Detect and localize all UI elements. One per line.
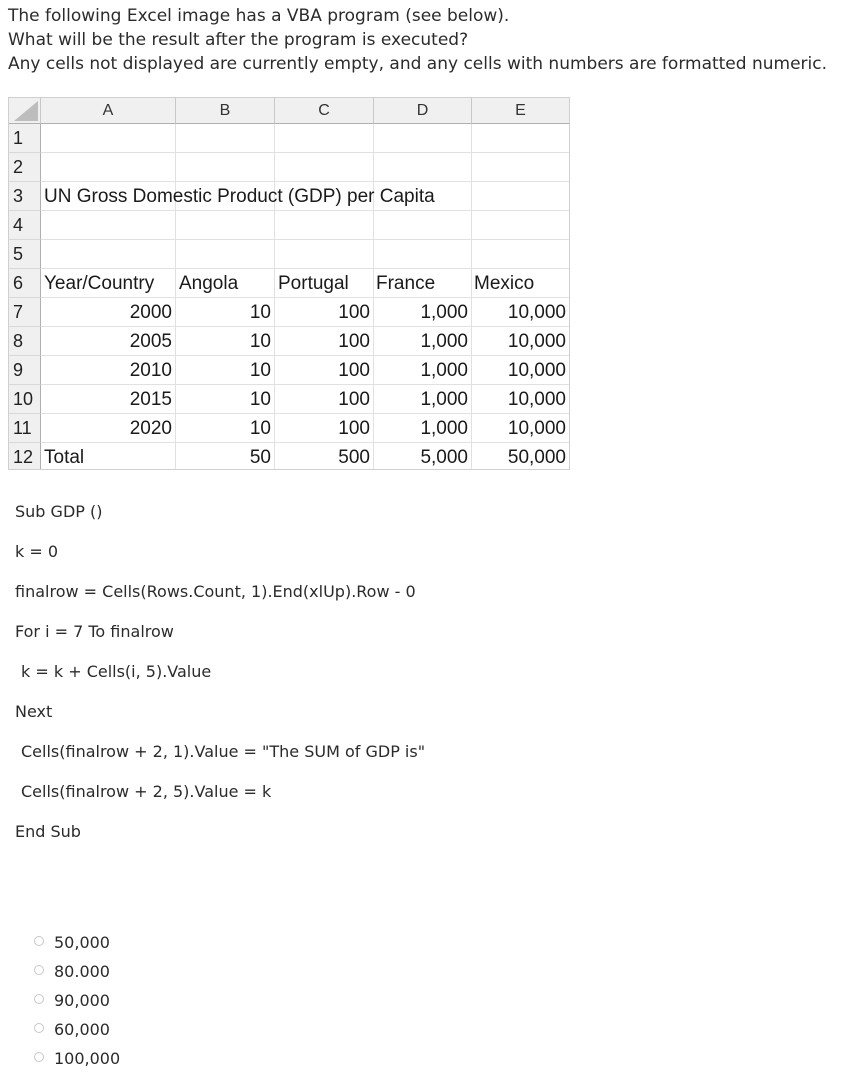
data-cell: 1,000 — [420, 389, 468, 410]
data-cell: 10 — [249, 360, 271, 381]
total-cell: 50 — [249, 447, 271, 468]
data-cell: 10,000 — [507, 302, 566, 323]
data-cell: 10,000 — [507, 389, 566, 410]
data-cell: 2000 — [129, 302, 172, 323]
data-cell: 1,000 — [420, 302, 468, 323]
data-cell: 1,000 — [420, 331, 468, 352]
answer-option-label[interactable]: 50,000 — [54, 933, 110, 952]
data-cell: 10 — [249, 302, 271, 323]
data-cell: 100 — [338, 389, 370, 410]
answer-option-label[interactable]: 80.000 — [54, 962, 110, 981]
code-line: Next — [15, 702, 53, 721]
intro-line: The following Excel image has a VBA program (see below). — [8, 6, 510, 26]
row-header: 12 — [8, 443, 41, 470]
code-line: Cells(finalrow + 2, 5).Value = k — [21, 782, 272, 801]
data-cell: 10 — [249, 331, 271, 352]
total-cell: 50,000 — [507, 447, 566, 468]
data-cell: 10,000 — [507, 360, 566, 381]
code-line: finalrow = Cells(Rows.Count, 1).End(xlUp).Row - 0 — [15, 582, 416, 601]
data-cell: 1,000 — [420, 360, 468, 381]
answer-option-label[interactable]: 90,000 — [54, 991, 110, 1010]
row-header: 9 — [8, 356, 41, 385]
row-header: 2 — [8, 153, 41, 182]
radio-button[interactable] — [34, 936, 44, 946]
column-header-d: D — [374, 97, 472, 124]
excel-spreadsheet — [8, 97, 570, 470]
intro-line: Any cells not displayed are currently empty, and any cells with numbers are formatted numeric. — [8, 54, 827, 74]
code-line: Cells(finalrow + 2, 1).Value = "The SUM of GDP is" — [21, 742, 426, 761]
data-cell: 100 — [338, 302, 370, 323]
sheet-title-cell: UN Gross Domestic Product (GDP) per Capita — [44, 186, 435, 207]
code-line: End Sub — [15, 822, 81, 841]
answer-option-label[interactable]: 100,000 — [54, 1049, 121, 1068]
row-header: 11 — [8, 414, 41, 443]
header-cell-e6: Mexico — [474, 273, 535, 294]
radio-button[interactable] — [34, 965, 44, 975]
radio-button[interactable] — [34, 994, 44, 1004]
column-header-c: C — [275, 97, 374, 124]
row-header: 10 — [8, 385, 41, 414]
data-cell: 10 — [249, 418, 271, 439]
data-cell: 2015 — [129, 389, 172, 410]
column-header-b: B — [176, 97, 275, 124]
data-cell: 2005 — [129, 331, 172, 352]
row-header: 5 — [8, 240, 41, 269]
data-cell: 10,000 — [507, 418, 566, 439]
data-cell: 10 — [249, 389, 271, 410]
total-cell: 500 — [338, 447, 370, 468]
code-line: k = k + Cells(i, 5).Value — [21, 662, 212, 681]
data-cell: 100 — [338, 418, 370, 439]
row-header: 3 — [8, 182, 41, 211]
header-cell-c6: Portugal — [278, 273, 349, 294]
code-line: Sub GDP () — [15, 502, 103, 521]
row-header: 7 — [8, 298, 41, 327]
cell-grid — [41, 124, 570, 469]
code-line: k = 0 — [15, 542, 59, 561]
header-cell-d6: France — [376, 273, 436, 294]
row-header: 1 — [8, 124, 41, 153]
header-cell-b6: Angola — [179, 273, 239, 294]
header-cell-a6: Year/Country — [44, 273, 155, 294]
data-cell: 2020 — [129, 418, 172, 439]
question-intro — [8, 4, 827, 76]
row-header: 6 — [8, 269, 41, 298]
radio-button[interactable] — [34, 1023, 44, 1033]
intro-line: What will be the result after the program is executed? — [8, 30, 469, 50]
data-cell: 100 — [338, 360, 370, 381]
select-all-corner — [8, 97, 41, 124]
data-cell: 100 — [338, 331, 370, 352]
row-header: 4 — [8, 211, 41, 240]
row-header: 8 — [8, 327, 41, 356]
data-cell: 10,000 — [507, 331, 566, 352]
answer-option-label[interactable]: 60,000 — [54, 1020, 110, 1039]
total-cell: 5,000 — [420, 447, 468, 468]
radio-button[interactable] — [34, 1052, 44, 1062]
column-header-e: E — [472, 97, 570, 124]
total-label-cell: Total — [44, 447, 85, 468]
column-header-a: A — [41, 97, 176, 124]
data-cell: 2010 — [129, 360, 172, 381]
code-line: For i = 7 To finalrow — [15, 622, 174, 641]
data-cell: 1,000 — [420, 418, 468, 439]
